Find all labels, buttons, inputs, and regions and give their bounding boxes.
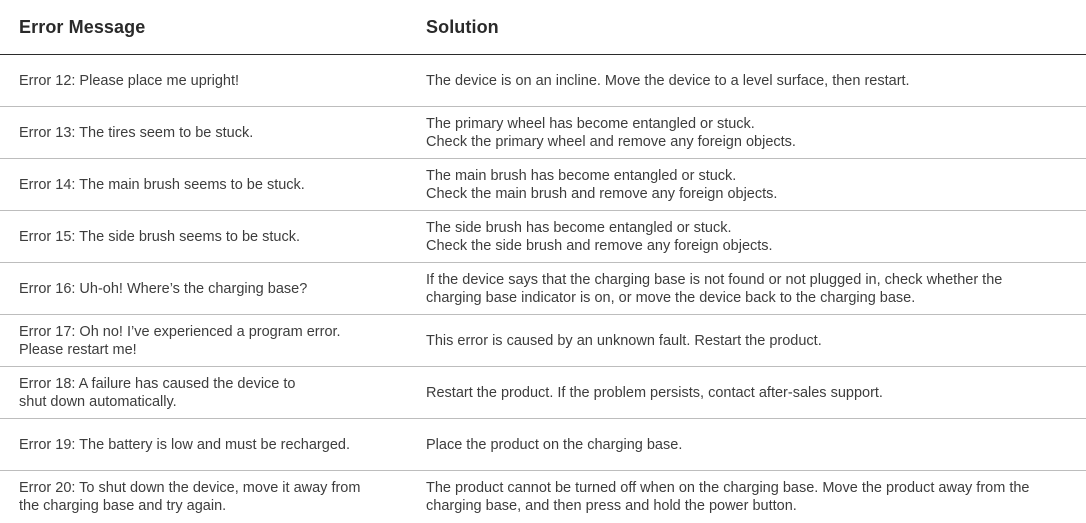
solution-cell bbox=[426, 419, 1086, 470]
error-message-line: shut down automatically. bbox=[19, 393, 177, 410]
header-error-message: Error Message bbox=[19, 17, 146, 37]
solution-cell bbox=[426, 471, 1086, 523]
solution-line: This error is caused by an unknown fault. Restart the product. bbox=[426, 332, 822, 349]
solution-line: Restart the product. If the problem persists, contact after-sales support. bbox=[426, 384, 883, 401]
table-row bbox=[0, 419, 1086, 471]
solution-cell bbox=[426, 211, 1086, 262]
solution-line: The main brush has become entangled or stuck. bbox=[426, 167, 737, 184]
solution-line: The product cannot be turned off when on the charging base. Move the product away from the bbox=[426, 480, 1030, 496]
solution-cell bbox=[426, 263, 1086, 314]
table-row bbox=[0, 367, 1086, 419]
solution-cell bbox=[426, 107, 1086, 158]
table-row bbox=[0, 263, 1086, 315]
error-message-line: Error 13: The tires seem to be stuck. bbox=[19, 124, 254, 141]
table-header bbox=[0, 0, 1086, 55]
solution-line: The side brush has become entangled or stuck. bbox=[426, 219, 732, 236]
solution-line: charging base indicator is on, or move the device back to the charging base. bbox=[426, 289, 916, 306]
error-message-cell bbox=[19, 315, 414, 366]
error-message-line: Error 19: The battery is low and must be recharged. bbox=[19, 436, 350, 453]
error-message-line: the charging base and try again. bbox=[19, 498, 227, 514]
header-solution: Solution bbox=[426, 17, 499, 37]
solution-line: The device is on an incline. Move the device to a level surface, then restart. bbox=[426, 72, 910, 89]
solution-cell bbox=[426, 315, 1086, 366]
error-message-cell bbox=[19, 55, 414, 106]
error-message-line: Error 14: The main brush seems to be stuck. bbox=[19, 176, 305, 193]
error-message-cell bbox=[19, 107, 414, 158]
error-message-cell bbox=[19, 367, 414, 418]
error-message-cell bbox=[19, 159, 414, 210]
table-row bbox=[0, 55, 1086, 107]
error-message-line: Error 20: To shut down the device, move it away from bbox=[19, 480, 361, 496]
solution-line: Check the primary wheel and remove any foreign objects. bbox=[426, 133, 796, 150]
solution-line: Check the side brush and remove any foreign objects. bbox=[426, 237, 773, 254]
solution-line: The primary wheel has become entangled or stuck. bbox=[426, 115, 755, 132]
error-message-line: Error 15: The side brush seems to be stuck. bbox=[19, 228, 301, 245]
table-row bbox=[0, 159, 1086, 211]
table-row bbox=[0, 315, 1086, 367]
error-message-line: Please restart me! bbox=[19, 341, 137, 358]
error-message-cell bbox=[19, 263, 414, 314]
error-message-cell bbox=[19, 419, 414, 470]
solution-line: If the device says that the charging base is not found or not plugged in, check whether the bbox=[426, 271, 1003, 288]
solution-line: Check the main brush and remove any foreign objects. bbox=[426, 185, 778, 202]
error-message-cell bbox=[19, 211, 414, 262]
error-message-line: Error 18: A failure has caused the device to bbox=[19, 375, 296, 392]
solution-line: charging base, and then press and hold the power button. bbox=[426, 498, 797, 514]
solution-cell bbox=[426, 55, 1086, 106]
table-row bbox=[0, 471, 1086, 523]
table-row bbox=[0, 107, 1086, 159]
solution-cell bbox=[426, 367, 1086, 418]
solution-cell bbox=[426, 159, 1086, 210]
error-message-line: Error 16: Uh-oh! Where’s the charging base? bbox=[19, 280, 308, 297]
error-message-line: Error 17: Oh no! I’ve experienced a program error. bbox=[19, 323, 341, 340]
solution-line: Place the product on the charging base. bbox=[426, 436, 683, 453]
table-row bbox=[0, 211, 1086, 263]
error-message-line: Error 12: Please place me upright! bbox=[19, 72, 240, 89]
error-message-cell bbox=[19, 471, 414, 523]
